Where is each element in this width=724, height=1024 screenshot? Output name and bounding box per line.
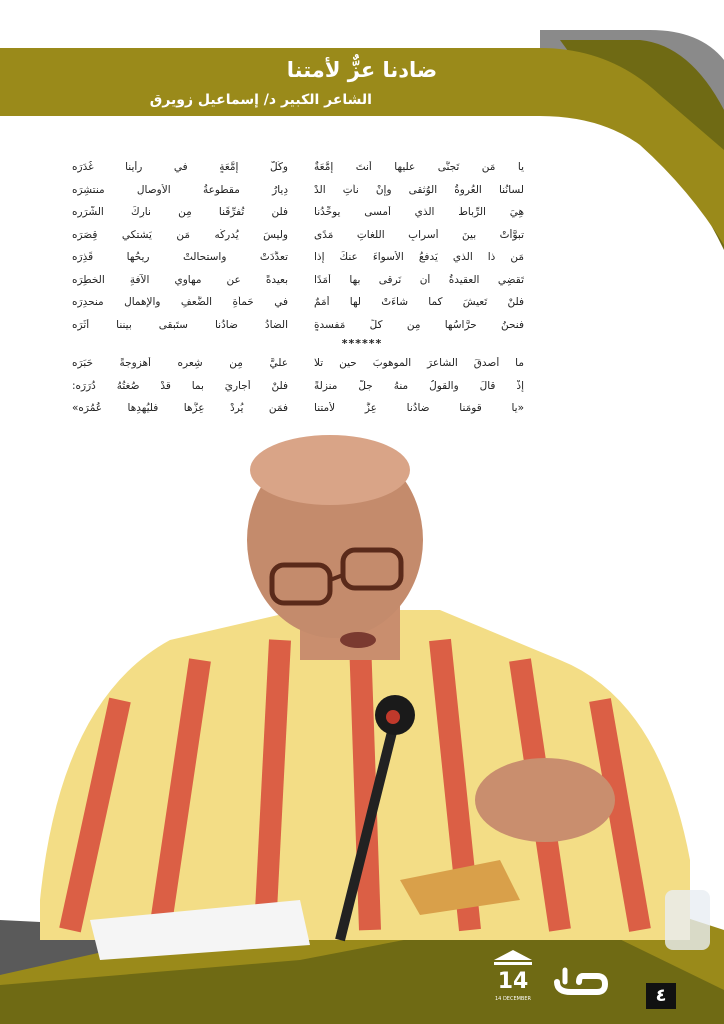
december-14-logo-icon <box>490 948 536 1008</box>
verse-right-hemistich: لسانُنا العُروةُ الوُثقى وإنْ نأتِ الدْ <box>314 183 524 196</box>
verse-right-hemistich: تبوَّأتْ بينَ أسرابِ اللُّغاتِ مَدًى <box>314 228 524 241</box>
verse-right-hemistich: فنحنُ حرَّاسُها مِن كلِّ مَفسدةٍ <box>314 318 524 331</box>
verse-right-hemistich: تَقضِي العقيدةُ أن نَرقى بها أمَدًا <box>314 273 524 286</box>
verse-left-hemistich: دِيارُ مقطوعةُ الأوصالِ منتشِرَه <box>72 183 288 196</box>
verse-left-hemistich: بعيدةً عن مهاوي الآفةِ الخطِرَه <box>72 273 288 286</box>
dad-letter-logo-icon <box>553 960 609 996</box>
verse-left-hemistich: وليسَ يُدرِكُه مَن يَشتكي قِصَرَه <box>72 228 288 241</box>
verse-right-hemistich: هِيَ الرِّباطُ الذي أمسى يوحِّدُنا <box>314 206 524 218</box>
verse-left-hemistich: تعدَّدَتْ واستحالتْ ريحُها قَذِرَه <box>72 251 288 263</box>
poet-name: الشاعر الكبير د/ إسماعيل زويرق <box>149 92 372 108</box>
verse-left-hemistich: فلن تُفرِّقَنا مِن نارِكَ الشَّرَره <box>72 206 288 218</box>
verse-left-hemistich: الضادُ ضادُنا ستَبقى بيننا أثَرَه <box>72 318 288 331</box>
verse-left-hemistich: فلنْ أجاريَ بما قدْ صُغتُهُ دُرَرَه: <box>72 379 288 392</box>
verse-separator: ****** <box>341 337 383 350</box>
verse-left-hemistich: وكُلُّ إمَّعَةٍ في رأينا غُدَرَه <box>72 161 288 173</box>
verse-left-hemistich: عليَّ مِن شِعرِه أهزوجةً حَبَرَه <box>72 357 288 369</box>
verse-right-hemistich: «يا قومَنا ضادُنا عِزٌّ لأمتنا <box>314 402 524 414</box>
page-number: ٤ <box>646 983 676 1009</box>
verse-right-hemistich: إذْ قالَ والقولُ منهُ جلَّ منزلةً <box>314 379 524 392</box>
verse-left-hemistich: في حَمأةِ الضَّعفِ والإهمالِ منحدِرَه <box>72 296 288 308</box>
verse-right-hemistich: ما أصدقَ الشاعرَ الموهوبَ حين تلا <box>314 357 524 369</box>
svg-text:14: 14 <box>497 969 529 994</box>
verse-right-hemistich: يا مَن تَجنَّى عليها أنتَ إمَّعَةٌ <box>314 161 524 173</box>
verse-right-hemistich: فلنْ تَعيشَ كما شاءَتْ لها أُمَمٌ <box>314 296 524 308</box>
poem-title: ضادنا عزٌّ لأمتنا <box>286 58 438 82</box>
verse-right-hemistich: مَن ذا الذي يَدفعُ الأسواءَ عنكَ إذا <box>314 251 524 263</box>
logo-caption: 14 DECEMBER <box>495 996 531 1002</box>
verse-left-hemistich: فمَن يُردْ عِزَّها فليُهدِها عُمُرَه» <box>72 402 288 414</box>
